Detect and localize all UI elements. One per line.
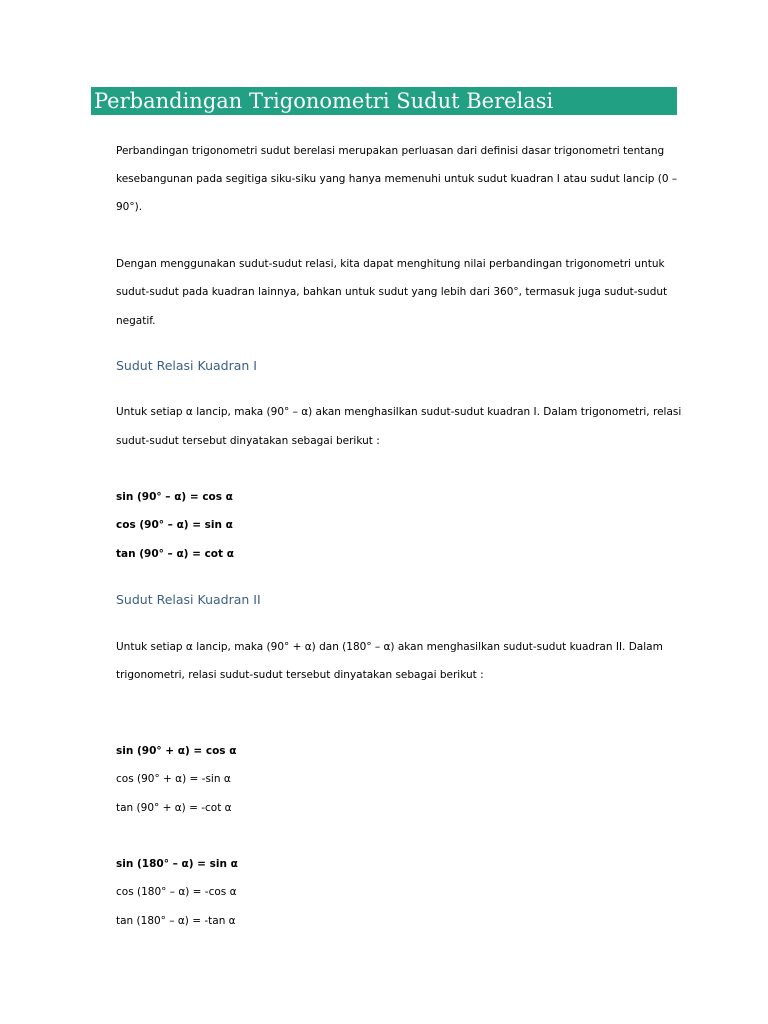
intro-paragraph-2-line-3: negatif. xyxy=(116,315,156,327)
title-banner xyxy=(91,87,677,115)
section-2-body-line-1: Untuk setiap α lancip, maka (90° + α) dan (180° – α) akan menghasilkan sudut-sudut kuadran II. Dalam xyxy=(116,641,663,653)
section-1-body-line-1: Untuk setiap α lancip, maka (90° – α) akan menghasilkan sudut-sudut kuadran I. Dalam trigonometri, relasi xyxy=(116,406,682,418)
intro-paragraph-1-line-1: Perbandingan trigonometri sudut berelasi merupakan perluasan dari definisi dasar trigonometri tentang xyxy=(116,145,665,157)
formula-tan-180-minus: tan (180° – α) = -tan α xyxy=(116,915,236,927)
intro-paragraph-1-line-2: kesebangunan pada segitiga siku-siku yang hanya memenuhi untuk sudut kuadran I atau sudut lancip (0 – xyxy=(116,173,678,185)
formula-cos-180-minus: cos (180° – α) = -cos α xyxy=(116,886,237,898)
formula-sin-90-plus: sin (90° + α) = cos α xyxy=(116,745,237,757)
section-heading-kuadran-2: Sudut Relasi Kuadran II xyxy=(116,592,261,607)
formula-sin-90-minus: sin (90° – α) = cos α xyxy=(116,491,233,503)
formula-tan-90-plus: tan (90° + α) = -cot α xyxy=(116,802,232,814)
intro-paragraph-2-line-2: sudut-sudut pada kuadran lainnya, bahkan untuk sudut yang lebih dari 360°, termasuk juga sudut-sudut xyxy=(116,286,668,298)
intro-paragraph-1-line-3: 90°). xyxy=(116,201,143,213)
section-1-body-line-2: sudut-sudut tersebut dinyatakan sebagai berikut : xyxy=(116,435,380,447)
formula-cos-90-minus: cos (90° – α) = sin α xyxy=(116,519,233,531)
section-heading-kuadran-1: Sudut Relasi Kuadran I xyxy=(116,358,257,373)
intro-paragraph-2-line-1: Dengan menggunakan sudut-sudut relasi, kita dapat menghitung nilai perbandingan trigonometri untuk xyxy=(116,258,665,270)
formula-tan-90-minus: tan (90° – α) = cot α xyxy=(116,548,234,560)
page-title: Perbandingan Trigonometri Sudut Berelasi xyxy=(94,89,554,113)
formula-cos-90-plus: cos (90° + α) = -sin α xyxy=(116,773,231,785)
formula-sin-180-minus: sin (180° – α) = sin α xyxy=(116,858,238,870)
section-2-body-line-2: trigonometri, relasi sudut-sudut tersebut dinyatakan sebagai berikut : xyxy=(116,669,484,681)
